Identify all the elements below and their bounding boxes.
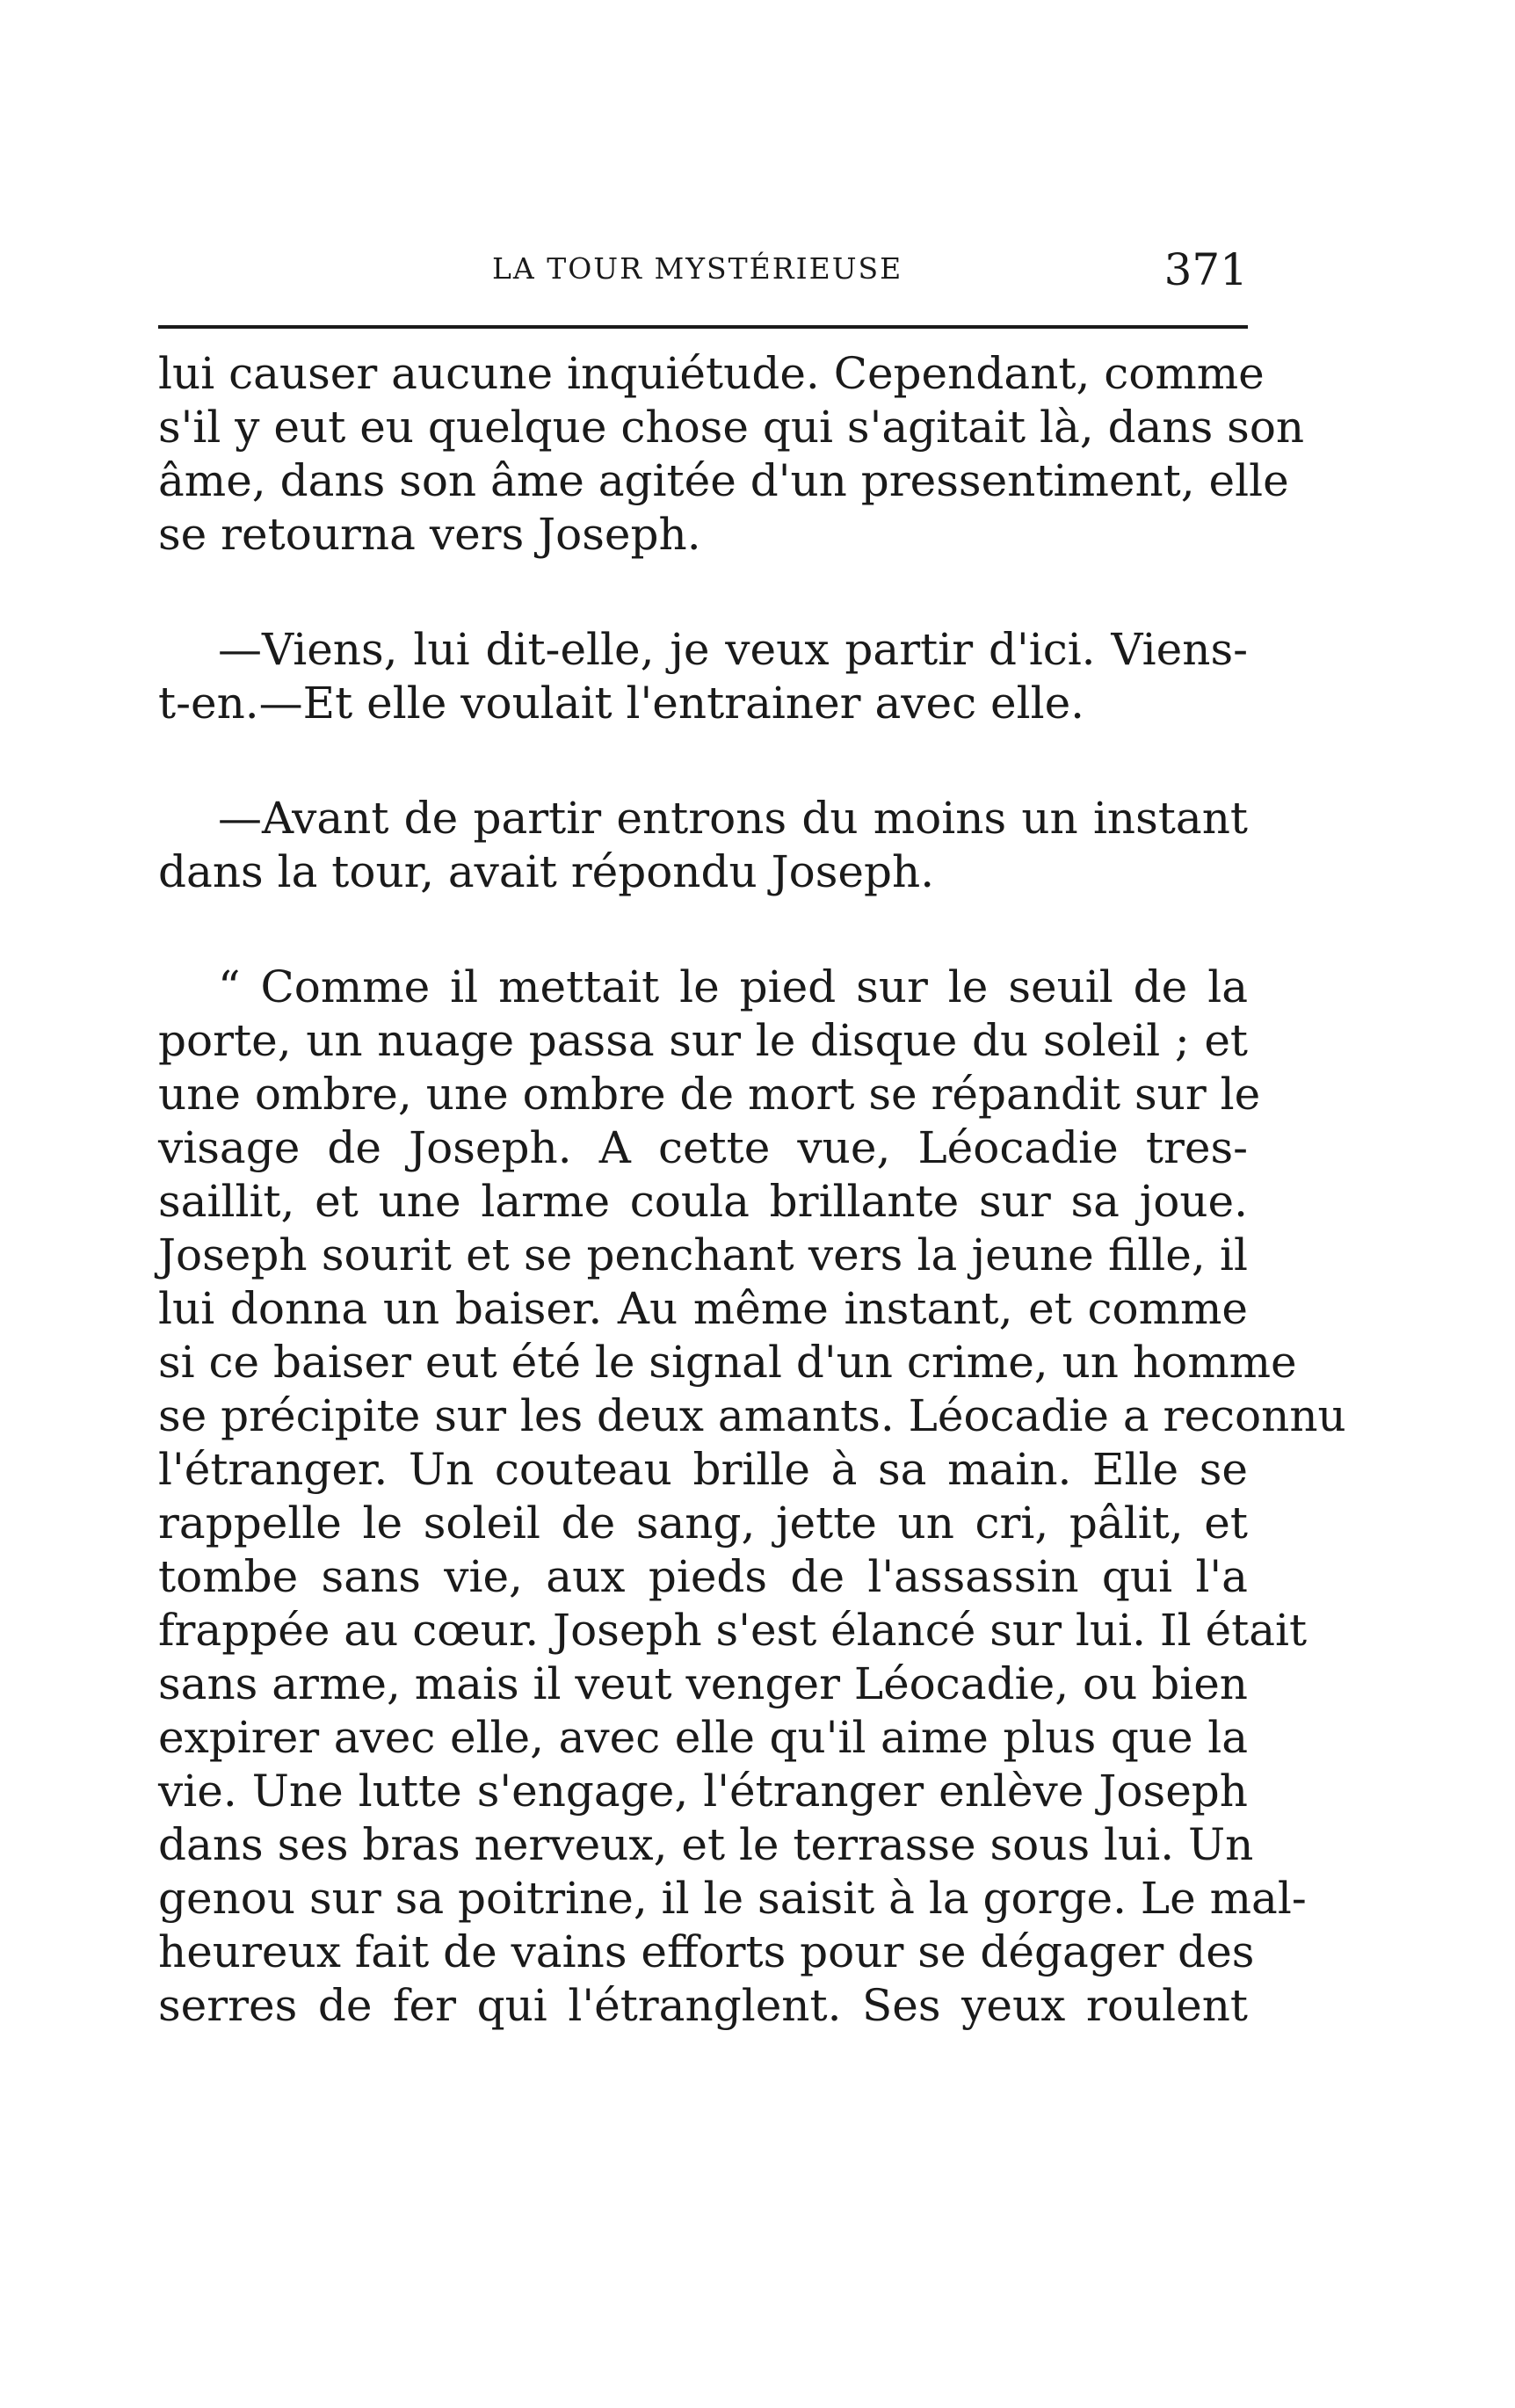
- text-line: âme, dans son âme agitée d'un pressentiment, elle: [158, 455, 1289, 506]
- text-line: Joseph sourit et se penchant vers la jeune fille, il: [158, 1229, 1248, 1280]
- text-line: se retourna vers Joseph.: [158, 509, 701, 560]
- body-text: [158, 347, 1346, 2033]
- text-line: rappelle le soleil de sang, jette un cri, pâlit, et: [158, 1498, 1248, 1549]
- text-line: —Avant de partir entrons du moins un instant: [218, 793, 1248, 844]
- paragraph-4: [158, 961, 1346, 2033]
- paragraph-3: [158, 792, 1248, 899]
- text-line: visage de Joseph. A cette vue, Léocadie tres-: [158, 1122, 1248, 1173]
- text-line: si ce baiser eut été le signal d'un crime, un homme: [158, 1337, 1297, 1388]
- text-line: —Viens, lui dit-elle, je veux partir d'ici. Viens-: [218, 624, 1248, 675]
- text-line: se précipite sur les deux amants. Léocadie a reconnu: [158, 1390, 1346, 1441]
- text-line: tombe sans vie, aux pieds de l'assassin qui l'a: [158, 1551, 1248, 1602]
- page-number: 371: [1163, 244, 1248, 295]
- text-line: expirer avec elle, avec elle qu'il aime plus que la: [158, 1712, 1248, 1763]
- text-line: frappée au cœur. Joseph s'est élancé sur lui. Il était: [158, 1605, 1308, 1656]
- text-line: une ombre, une ombre de mort se répandit sur le: [158, 1069, 1261, 1120]
- text-line: sans arme, mais il veut venger Léocadie, ou bien: [158, 1658, 1248, 1709]
- paragraph-gap: [158, 899, 1248, 961]
- text-line: serres de fer qui l'étranglent. Ses yeux roulent: [158, 1980, 1248, 2031]
- text-line: lui donna un baiser. Au même instant, et comme: [158, 1283, 1248, 1334]
- text-line: genou sur sa poitrine, il le saisit à la gorge. Le mal-: [158, 1873, 1307, 1924]
- text-line: dans la tour, avait répondu Joseph.: [158, 846, 935, 897]
- text-line: s'il y eut eu quelque chose qui s'agitait là, dans son: [158, 402, 1305, 453]
- text-line: heureux fait de vains efforts pour se dégager des: [158, 1926, 1255, 1977]
- page-header: [158, 244, 1248, 297]
- text-line: lui causer aucune inquiétude. Cependant, comme: [158, 348, 1265, 399]
- header-rule: [158, 325, 1248, 329]
- paragraph-2: [158, 623, 1248, 730]
- text-line: dans ses bras nerveux, et le terrasse sous lui. Un: [158, 1819, 1254, 1870]
- text-line: saillit, et une larme coula brillante sur sa joue.: [158, 1176, 1248, 1227]
- text-line: t-en.—Et elle voulait l'entrainer avec elle.: [158, 678, 1085, 729]
- paragraph-gap: [158, 730, 1248, 792]
- text-line: l'étranger. Un couteau brille à sa main. Elle se: [158, 1444, 1248, 1495]
- paragraph-gap: [158, 562, 1248, 623]
- paragraph-1: [158, 347, 1305, 562]
- text-line: porte, un nuage passa sur le disque du soleil ; et: [158, 1015, 1248, 1066]
- running-title: LA TOUR MYSTÉRIEUSE: [492, 251, 903, 286]
- text-line: “ Comme il mettait le pied sur le seuil de la: [218, 961, 1248, 1012]
- text-line: vie. Une lutte s'engage, l'étranger enlève Joseph: [158, 1766, 1248, 1817]
